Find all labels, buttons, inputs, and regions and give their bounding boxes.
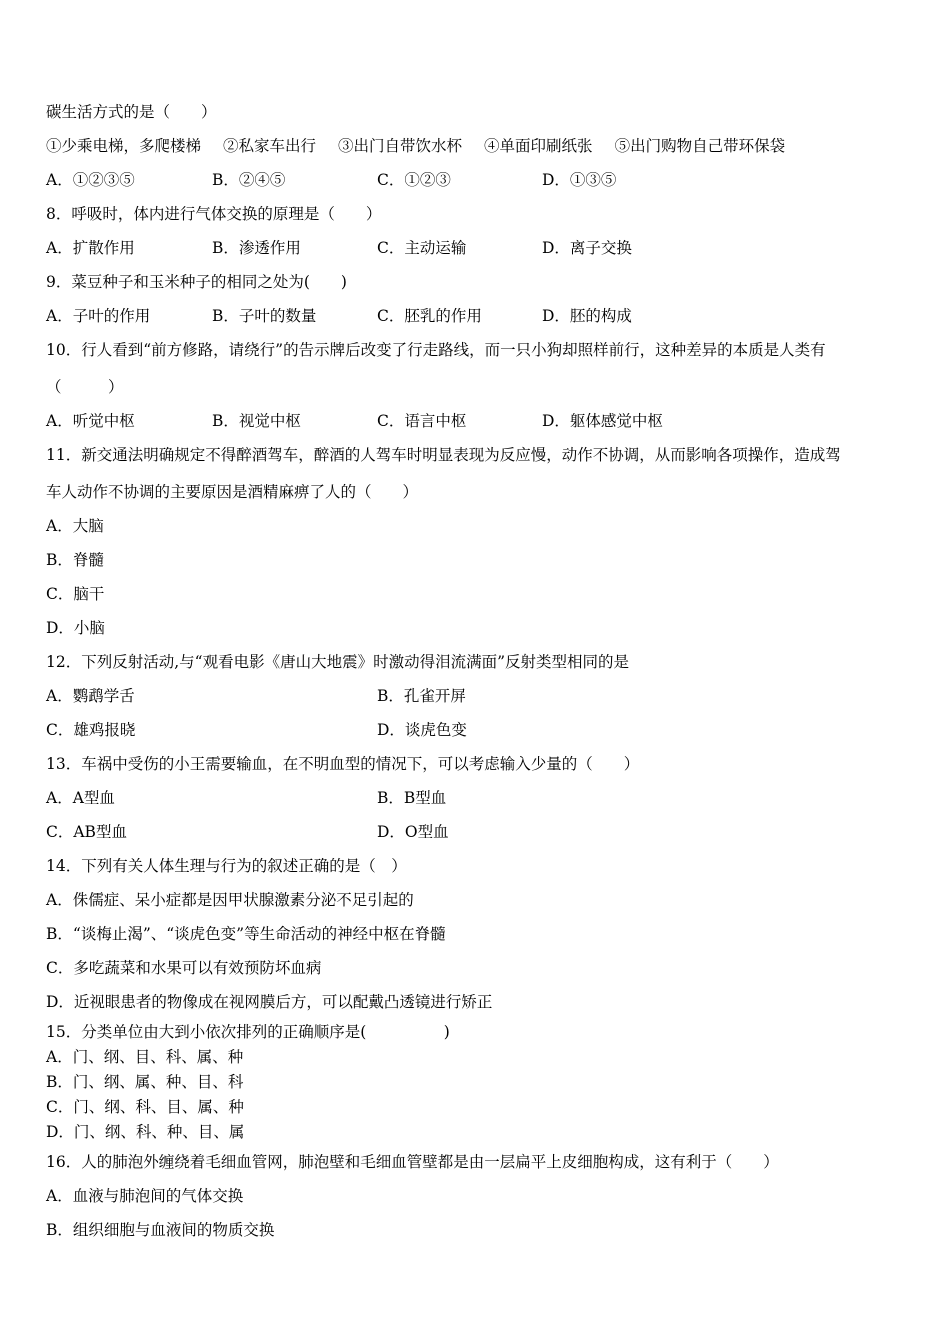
q9-stem: 9．菜豆种子和玉米种子的相同之处为( ) — [46, 273, 347, 291]
q14-option-a: A．侏儒症、呆小症都是因甲状腺激素分泌不足引起的 — [46, 891, 414, 909]
q12-option-a: A．鹦鹉学舌 — [46, 687, 135, 705]
q8-option-a: A．扩散作用 — [46, 239, 135, 257]
q14-option-d: D．近视眼患者的物像成在视网膜后方，可以配戴凸透镜进行矫正 — [46, 993, 493, 1011]
q7-option-b: B．②④⑤ — [212, 171, 286, 189]
q13-option-b: B．B型血 — [377, 789, 447, 807]
q11-stem-line1: 11．新交通法明确规定不得醉酒驾车，醉酒的人驾车时明显表现为反应慢，动作不协调，从而影响各项操作，造成驾 — [46, 446, 841, 464]
q15-stem: 15．分类单位由大到小依次排列的正确顺序是( ) — [46, 1023, 450, 1041]
q11-stem-line2: 车人动作不协调的主要原因是酒精麻痹了人的（ ） — [46, 483, 419, 501]
q12-option-b: B．孔雀开屏 — [377, 687, 466, 705]
q7-item-3: ③出门自带饮水杯 — [338, 137, 463, 155]
q10-option-c: C．语言中枢 — [377, 412, 467, 430]
q16-option-a: A．血液与肺泡间的气体交换 — [46, 1187, 244, 1205]
q7-stem-tail: 碳生活方式的是（ ） — [46, 103, 217, 121]
q9-option-b: B．子叶的数量 — [212, 307, 317, 325]
q7-option-c: C．①②③ — [377, 171, 451, 189]
q8-option-b: B．渗透作用 — [212, 239, 301, 257]
q11-option-a: A．大脑 — [46, 517, 104, 535]
q14-stem: 14．下列有关人体生理与行为的叙述正确的是（ ） — [46, 857, 407, 875]
q10-option-d: D．躯体感觉中枢 — [542, 412, 663, 430]
q13-option-d: D．O型血 — [377, 823, 449, 841]
q7-option-a: A．①②③⑤ — [46, 171, 135, 189]
q7-item-5: ⑤出门购物自己带环保袋 — [614, 137, 786, 155]
q11-option-d: D．小脑 — [46, 619, 105, 637]
q10-stem-line2: （ ） — [46, 378, 124, 396]
q7-option-d: D．①③⑤ — [542, 171, 617, 189]
q8-option-d: D．离子交换 — [542, 239, 632, 257]
q13-stem: 13．车祸中受伤的小王需要输血，在不明血型的情况下，可以考虑输入少量的（ ） — [46, 755, 640, 773]
q9-option-c: C．胚乳的作用 — [377, 307, 482, 325]
q13-option-c: C．AB型血 — [46, 823, 127, 841]
q14-option-c: C．多吃蔬菜和水果可以有效预防坏血病 — [46, 959, 322, 977]
q10-stem-line1: 10．行人看到“前方修路，请绕行”的告示牌后改变了行走路线，而一只小狗却照样前行，这种差异的本质是人类有 — [46, 341, 826, 359]
q9-option-a: A．子叶的作用 — [46, 307, 151, 325]
q15-option-d: D．门、纲、科、种、目、属 — [46, 1123, 245, 1141]
q12-stem: 12．下列反射活动,与“观看电影《唐山大地震》时激动得泪流满面”反射类型相同的是 — [46, 653, 630, 671]
q13-option-a: A．A型血 — [46, 789, 115, 807]
q12-option-d: D．谈虎色变 — [377, 721, 467, 739]
q7-item-1: ①少乘电梯，多爬楼梯 — [46, 137, 202, 155]
q8-stem: 8．呼吸时，体内进行气体交换的原理是（ ） — [46, 205, 382, 223]
q7-items — [46, 136, 785, 156]
q15-option-b: B．门、纲、属、种、目、科 — [46, 1073, 244, 1091]
q7-item-2: ②私家车出行 — [223, 137, 317, 155]
q15-option-a: A．门、纲、目、科、属、种 — [46, 1048, 244, 1066]
q16-stem: 16．人的肺泡外缠绕着毛细血管网，肺泡壁和毛细血管壁都是由一层扁平上皮细胞构成，这有利于（ ） — [46, 1153, 779, 1171]
q10-option-a: A．听觉中枢 — [46, 412, 135, 430]
q8-option-c: C．主动运输 — [377, 239, 467, 257]
q16-option-b: B．组织细胞与血液间的物质交换 — [46, 1221, 275, 1239]
q9-option-d: D．胚的构成 — [542, 307, 632, 325]
q14-option-b: B．“谈梅止渴”、“谈虎色变”等生命活动的神经中枢在脊髓 — [46, 925, 446, 943]
q11-option-b: B．脊髓 — [46, 551, 104, 569]
q10-option-b: B．视觉中枢 — [212, 412, 301, 430]
q12-option-c: C．雄鸡报晓 — [46, 721, 136, 739]
q7-item-4: ④单面印刷纸张 — [484, 137, 593, 155]
q11-option-c: C．脑干 — [46, 585, 105, 603]
q15-option-c: C．门、纲、科、目、属、种 — [46, 1098, 244, 1116]
